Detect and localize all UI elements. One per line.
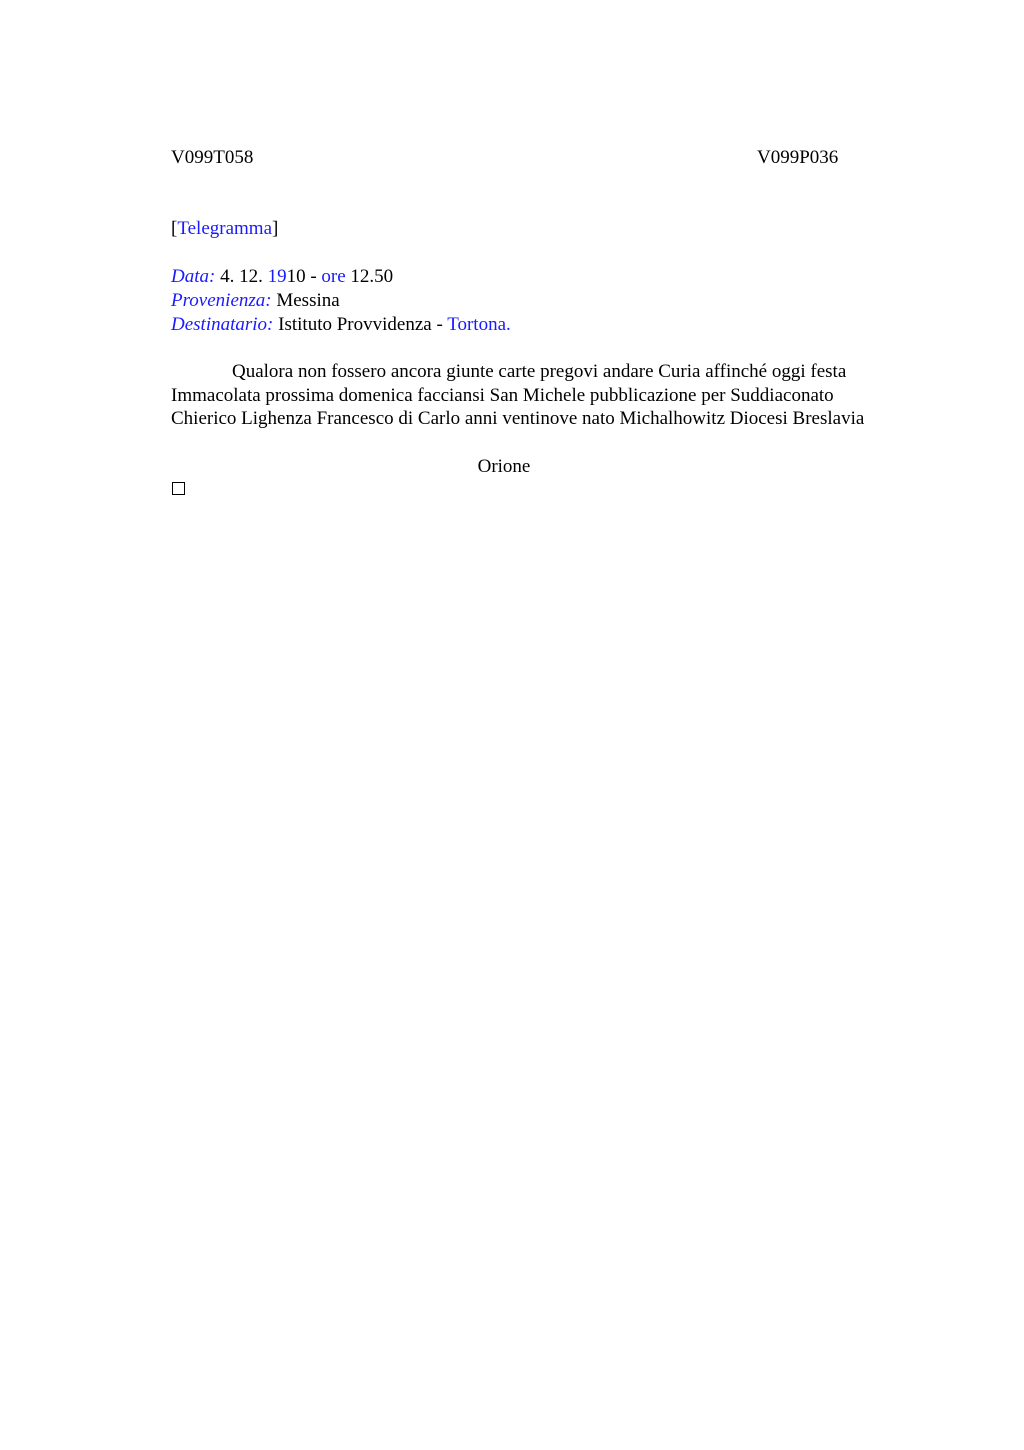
recipient-label: Destinatario: (171, 314, 274, 335)
recipient-city: Tortona. (447, 314, 511, 335)
body-line: Chierico Lighenza Francesco di Carlo anni ventinove nato Michalhowitz Diocesi Breslavia (171, 408, 865, 429)
body-line: Immacolata prossima domenica facciansi San Michele pubblicazione per Suddiaconato (171, 384, 834, 406)
date-value-b: 19 (267, 266, 287, 287)
date-value-a: 4. 12. (215, 266, 268, 287)
recipient-value: Istituto Provvidenza - (273, 314, 448, 335)
origin-value: Messina (271, 290, 340, 311)
heading-label: Telegramma (177, 218, 273, 239)
date-value-c: 10 - (286, 266, 322, 287)
telegram-body (171, 360, 931, 431)
origin-row (171, 289, 511, 313)
time-value: 12.50 (345, 266, 394, 287)
recipient-row (171, 313, 511, 337)
heading-open-bracket: [ (171, 218, 178, 239)
document-heading (171, 217, 278, 241)
end-of-document-box-icon (172, 482, 185, 495)
document-code-left: V099T058 (171, 147, 254, 168)
telegram-metadata (171, 265, 511, 337)
time-label: ore (321, 266, 346, 287)
date-label: Data: (171, 266, 216, 287)
signature: Orione (477, 456, 531, 477)
heading-close-bracket: ] (272, 218, 279, 239)
date-row (171, 265, 511, 289)
document-code-right: V099P036 (757, 147, 839, 168)
body-line: Qualora non fossero ancora giunte carte pregovi andare Curia affinché oggi festa (232, 361, 847, 382)
origin-label: Provenienza: (171, 290, 272, 311)
